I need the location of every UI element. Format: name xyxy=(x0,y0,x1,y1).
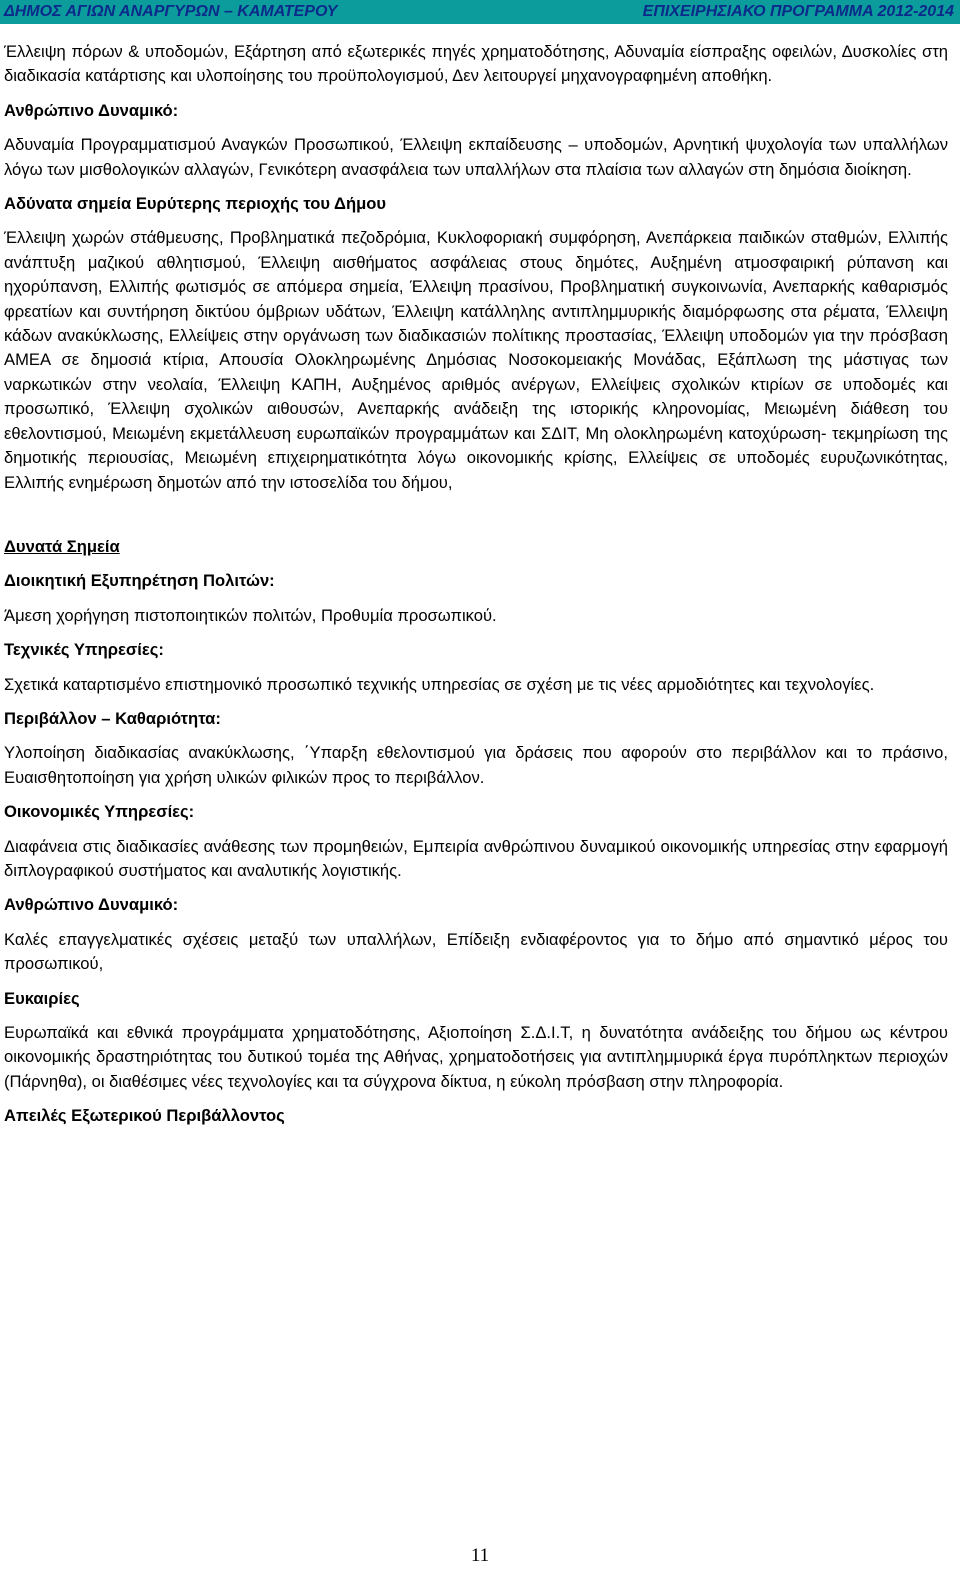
heading-threats: Απειλές Εξωτερικού Περιβάλλοντος xyxy=(4,1106,285,1126)
paragraph-citizen-service: Άμεση χορήγηση πιστοποιητικών πολιτών, Προθυμία προσωπικού. xyxy=(4,605,497,625)
paragraph-environment: Υλοποίηση διαδικασίας ανακύκλωσης, ΄Υπαρξη εθελοντισμού για δράσεις που αφορούν στο περιβάλλον και το πράσινο, Ευαισθητοποίηση για χρήση υλικών φιλικών προς το περιβάλλον. xyxy=(4,743,948,787)
page-number: 11 xyxy=(470,1545,490,1566)
document-body xyxy=(4,40,948,1139)
heading-financial-services: Οικονομικές Υπηρεσίες: xyxy=(4,802,195,822)
heading-strong-points: Δυνατά Σημεία xyxy=(4,536,120,556)
header-municipality: ΔΗΜΟΣ ΑΓΙΩΝ ΑΝΑΡΓΥΡΩΝ – ΚΑΜΑΤΕΡΟΥ xyxy=(4,3,338,20)
paragraph-opportunities: Ευρωπαϊκά και εθνικά προγράμματα χρηματοδότησης, Αξιοποίηση Σ.Δ.Ι.Τ, η δυνατότητα ανάδειξης του δήμου ως κέντρου οικονομικής δραστηριότητας του δυτικού τομέα της Αθήνας, χρηματοδοτήσεις για αντιπλημμυρικά έργα πυρόπληκτων περιοχών (Πάρνηθα), οι διαθέσιμες νέες τεχνολογίες και τα σύγχρονα δίκτυα, η εύκολη πρόσβαση στην πληροφορία. xyxy=(4,1023,948,1091)
paragraph-human-resources-2: Καλές επαγγελματικές σχέσεις μεταξύ των υπαλλήλων, Επίδειξη ενδιαφέροντος για το δήμο από σημαντικό μέρος του προσωπικού, xyxy=(4,929,948,974)
paragraph-intro: Έλλειψη πόρων & υποδομών, Εξάρτηση από εξωτερικές πηγές χρηματοδότησης, Αδυναμία είσπραξης οφειλών, Δυσκολίες στη διαδικασία κατάρτισης και υλοποίησης του προϋπολογισμού, Δεν λειτουργεί μηχανογραφημένη αποθήκη. xyxy=(4,42,948,86)
paragraph-technical-services: Σχετικά καταρτισμένο επιστημονικό προσωπικό τεχνικής υπηρεσίας σε σχέση με τις νέες αρμοδιότητες και τεχνολογίες. xyxy=(4,674,875,694)
paragraph-weak-points-area: Έλλειψη χωρών στάθμευσης, Προβληματικά πεζοδρόμια, Κυκλοφοριακή συμφόρηση, Ανεπάρκεια παιδικών σταθμών, Ελλιπής ανάπτυξη μαζικού αθλητισμού, Έλλειψη αισθήματος ασφάλειας στους δημότες, Αυξημένη ατμοσφαιρική ρύπανση και ηχορύπανση, Ελλιπής φωτισμός σε απόμερα σημεία, Έλλειψη πρασίνου, Προβληματική συγκοινωνία, Ανεπαρκής καθαρισμός φρεατίων και συντήρηση δικτύου όμβριων υδάτων, Έλλειψη κατάλληλης αντιπλημμυρικής διαμόρφωσης στα ρέματα, Έλλειψη κάδων ανακύκλωσης, Ελλείψεις στην οργάνωση των διαδικασιών πολίτικης προστασίας, Έλλειψη υποδομών για την πρόσβαση ΑΜΕΑ σε δημοσιά κτίρια, Απουσία Ολοκληρωμένης Δημόσιας Νοσοκομειακής Μονάδας, Εξάπλωση της μάστιγας των ναρκωτικών στην νεολαία, Έλλειψη ΚΑΠΗ, Αυξημένος αριθμός ανέργων, Ελλείψεις σχολικών κτιρίων σε υποδομές και προσωπικό, Έλλειψη σχολικών αιθουσών, Ανεπαρκής ανάδειξη της ιστορικής κληρονομίας, Μειωμένη διάθεση του εθελοντισμού, Μειωμένη εκμετάλλευση ευρωπαϊκών προγραμμάτων και ΣΔΙΤ, Μη ολοκληρωμένη κατοχύρωση- τεκμηρίωση της δημοτικής περιουσίας, Μειωμένη επιχειρηματικότητα λόγω οικονομικής κρίσης, Ελλείψεις σε υποδομές ευρυζωνικότητας, Ελλιπής ενημέρωση δημοτών από την ιστοσελίδα του δήμου, xyxy=(4,228,948,492)
heading-environment: Περιβάλλον – Καθαριότητα: xyxy=(4,708,221,728)
heading-technical-services: Τεχνικές Υπηρεσίες: xyxy=(4,640,164,660)
heading-weak-points-area: Αδύνατα σημεία Ευρύτερης περιοχής του Δήμου xyxy=(4,194,387,214)
heading-opportunities: Ευκαιρίες xyxy=(4,988,80,1008)
heading-human-resources: Ανθρώπινο Δυναμικό: xyxy=(4,100,179,120)
page-header xyxy=(0,0,960,24)
paragraph-financial-services: Διαφάνεια στις διαδικασίες ανάθεσης των προμηθειών, Εμπειρία ανθρώπινου δυναμικού οικονομικής υπηρεσίας στην εφαρμογή διπλογραφικού συστήματος και αναλυτικής λογιστικής. xyxy=(4,836,948,880)
header-program: ΕΠΙΧΕΙΡΗΣΙΑΚΟ ΠΡΟΓΡΑΜΜΑ 2012-2014 xyxy=(642,3,954,20)
paragraph-human-resources: Αδυναμία Προγραμματισμού Αναγκών Προσωπικού, Έλλειψη εκπαίδευσης – υποδομών, Αρνητική ψυχολογία των υπαλλήλων λόγω των μισθολογικών αλλαγών, Γενικότερη ανασφάλεια των υπαλλήλων στα πλαίσια των αλλαγών στη δημόσια διοίκηση. xyxy=(4,135,948,179)
heading-human-resources-2: Ανθρώπινο Δυναμικό: xyxy=(4,895,179,915)
heading-citizen-service: Διοικητική Εξυπηρέτηση Πολιτών: xyxy=(4,571,275,591)
